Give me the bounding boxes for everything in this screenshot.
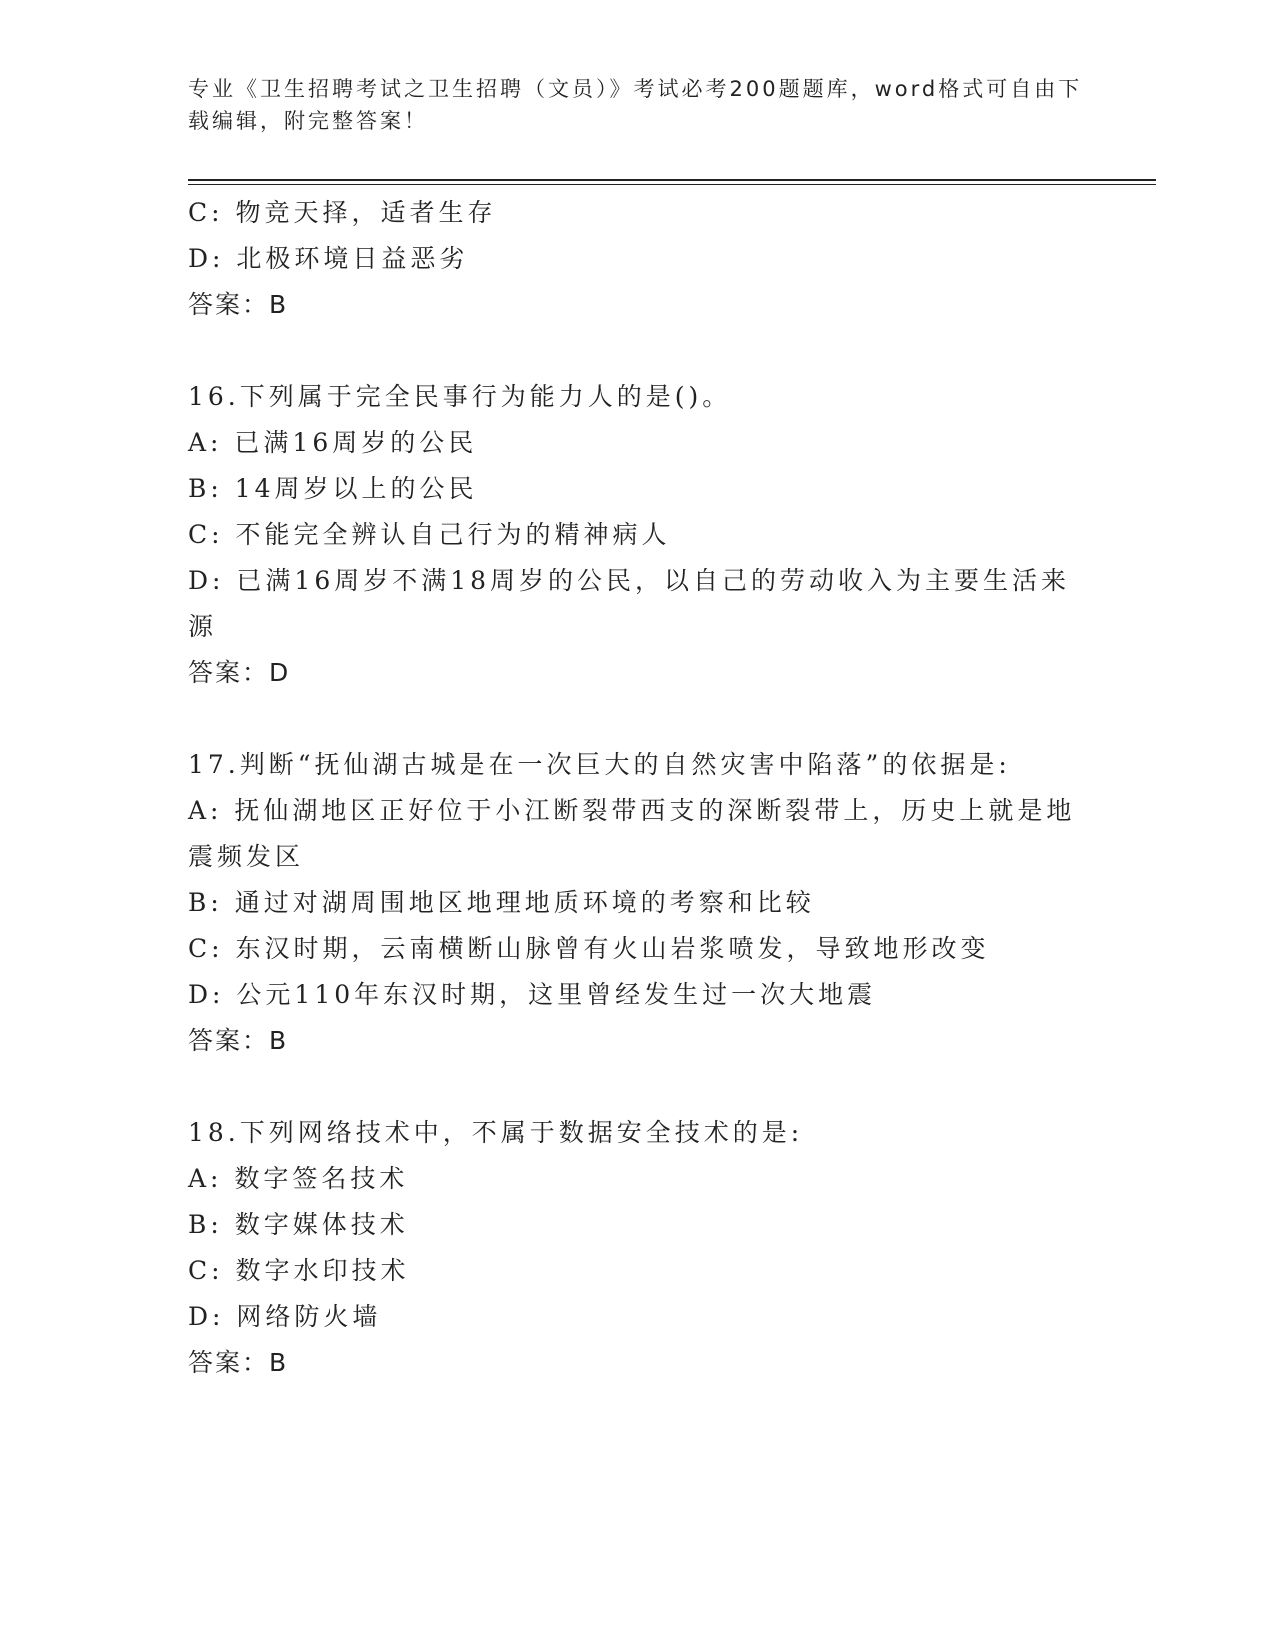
question-17 xyxy=(188,742,1088,1064)
option-d: D: 已满16周岁不满18周岁的公民，以自己的劳动收入为主要生活来 xyxy=(188,566,1071,595)
page-header: 专业《卫生招聘考试之卫生招聘（文员）》考试必考200题题库，word格式可自由下载编辑，附完整答案！ xyxy=(188,77,1083,133)
option-d-continued: 源 xyxy=(188,612,218,641)
option-d: D: 公元110年东汉时期，这里曾经发生过一次大地震 xyxy=(188,980,877,1009)
option-b: B: 14周岁以上的公民 xyxy=(188,474,478,503)
option-d: D: 网络防火墙 xyxy=(188,1302,382,1331)
answer: 答案：B xyxy=(188,1026,289,1055)
option-a-continued: 震频发区 xyxy=(188,842,305,871)
option-b: B: 数字媒体技术 xyxy=(188,1210,409,1239)
spacer xyxy=(188,328,1088,374)
question-16 xyxy=(188,374,1088,696)
option-d: D: 北极环境日益恶劣 xyxy=(188,244,469,273)
option-c: C: 不能完全辨认自己行为的精神病人 xyxy=(188,520,671,549)
option-c: C: 数字水印技术 xyxy=(188,1256,410,1285)
header-rule-thick xyxy=(188,179,1156,181)
spacer xyxy=(188,1064,1088,1110)
question-stem: 18.下列网络技术中，不属于数据安全技术的是: xyxy=(188,1118,804,1147)
header-rule-thin xyxy=(188,184,1156,185)
option-a: A: 数字签名技术 xyxy=(188,1164,409,1193)
answer: 答案：D xyxy=(188,658,291,687)
option-b: B: 通过对湖周围地区地理地质环境的考察和比较 xyxy=(188,888,815,917)
question-stem: 16.下列属于完全民事行为能力人的是()。 xyxy=(188,382,732,411)
question-stem: 17.判断“抚仙湖古城是在一次巨大的自然灾害中陷落”的依据是: xyxy=(188,750,1011,779)
answer: 答案：B xyxy=(188,290,289,319)
option-c: C: 东汉时期，云南横断山脉曾有火山岩浆喷发，导致地形改变 xyxy=(188,934,990,963)
question-18 xyxy=(188,1110,1088,1386)
option-a: A: 已满16周岁的公民 xyxy=(188,428,478,457)
option-a: A: 抚仙湖地区正好位于小江断裂带西支的深断裂带上，历史上就是地 xyxy=(188,796,1076,825)
spacer xyxy=(188,696,1088,742)
answer: 答案：B xyxy=(188,1348,289,1377)
option-c: C: 物竞天择，适者生存 xyxy=(188,198,497,227)
question-15-tail xyxy=(188,190,1088,328)
question-list xyxy=(188,190,1088,1386)
